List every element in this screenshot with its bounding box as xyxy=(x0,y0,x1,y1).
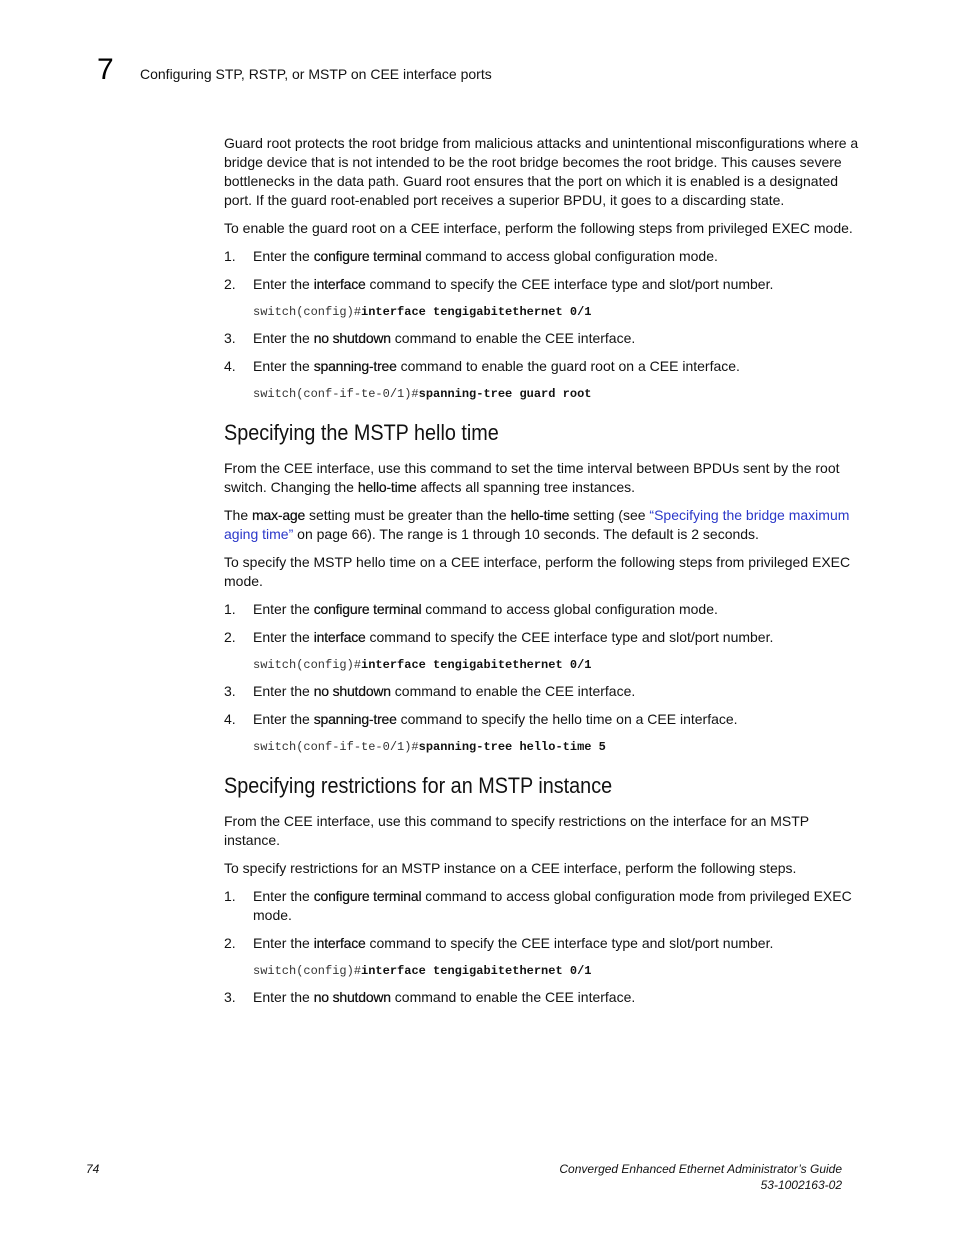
step-item xyxy=(224,357,868,376)
section-heading: Specifying the MSTP hello time xyxy=(224,420,499,445)
step-number: 3. xyxy=(224,989,236,1005)
code-example xyxy=(253,962,868,980)
paragraph: To specify the MSTP hello time on a CEE interface, perform the following steps from privileged EXEC mode. xyxy=(224,554,851,589)
step-item xyxy=(224,275,868,294)
command-name: hello-time xyxy=(357,479,417,495)
step-item xyxy=(224,988,868,1007)
step-item xyxy=(224,247,868,266)
step-number: 2. xyxy=(224,935,236,951)
step-text: Enter the xyxy=(253,683,314,699)
paragraph: From the CEE interface, use this command to set the time interval between BPDUs sent by the root switch. Changing the hello-time affects all spanning tree instances. xyxy=(224,460,840,495)
step-number: 1. xyxy=(224,601,236,617)
code-command: interface tengigabitethernet 0/1 xyxy=(361,658,592,672)
step-text: command to enable the CEE interface. xyxy=(390,989,636,1005)
paragraph: From the CEE interface, use this command to specify restrictions on the interface for an MSTP instance. xyxy=(224,813,809,848)
step-item xyxy=(224,600,868,619)
code-command: spanning-tree hello-time 5 xyxy=(418,740,606,754)
step-item xyxy=(224,329,868,348)
command-name: interface xyxy=(313,935,366,951)
page-body xyxy=(224,134,868,1016)
step-text: command to access global configuration mode from privileged EXEC mode. xyxy=(253,888,852,923)
chapter-number: 7 xyxy=(97,53,114,86)
command-name: max-age xyxy=(252,507,306,523)
step-text: command to access global configuration mode. xyxy=(421,601,718,617)
command-name: configure terminal xyxy=(313,888,422,904)
step-item xyxy=(224,934,868,953)
step-text: Enter the xyxy=(253,888,314,904)
step-text: command to specify the CEE interface type and slot/port number. xyxy=(365,276,774,292)
paragraph: To enable the guard root on a CEE interface, perform the following steps from privileged EXEC mode. xyxy=(224,220,853,236)
step-number: 4. xyxy=(224,711,236,727)
command-name: configure terminal xyxy=(313,248,422,264)
paragraph: The max-age setting must be greater than the hello-time setting (see “Specifying the bridge maximum aging time” on page 66). The range is 1 through 10 seconds. The default is 2 seconds. xyxy=(224,507,850,542)
step-number: 2. xyxy=(224,629,236,645)
guide-title: Converged Enhanced Ethernet Administrator’s Guide xyxy=(559,1162,842,1176)
step-text: command to enable the CEE interface. xyxy=(390,683,636,699)
code-prompt: switch(config)# xyxy=(253,658,362,672)
step-text: command to enable the guard root on a CEE interface. xyxy=(396,358,740,374)
code-command: spanning-tree guard root xyxy=(418,387,592,401)
code-prompt: switch(config)# xyxy=(253,305,362,319)
command-name: interface xyxy=(313,629,366,645)
step-text: Enter the xyxy=(253,330,314,346)
code-example xyxy=(253,385,868,403)
step-text: Enter the xyxy=(253,711,314,727)
step-text: command to enable the CEE interface. xyxy=(390,330,636,346)
step-item xyxy=(224,628,868,647)
command-name: spanning-tree xyxy=(313,711,397,727)
step-text: Enter the xyxy=(253,248,314,264)
step-text: command to specify the hello time on a CEE interface. xyxy=(396,711,738,727)
step-number: 1. xyxy=(224,248,236,264)
code-prompt: switch(conf-if-te-0/1)# xyxy=(253,740,419,754)
step-item xyxy=(224,710,868,729)
section-heading: Specifying restrictions for an MSTP instance xyxy=(224,773,613,798)
code-command: interface tengigabitethernet 0/1 xyxy=(361,964,592,978)
cross-reference-link[interactable]: “Specifying the bridge maximum aging time” xyxy=(224,507,850,542)
step-text: Enter the xyxy=(253,358,314,374)
step-text: Enter the xyxy=(253,935,314,951)
step-number: 4. xyxy=(224,358,236,374)
code-command: interface tengigabitethernet 0/1 xyxy=(361,305,592,319)
step-item xyxy=(224,682,868,701)
code-prompt: switch(config)# xyxy=(253,964,362,978)
paragraph: To specify restrictions for an MSTP instance on a CEE interface, perform the following steps. xyxy=(224,860,797,876)
paragraph: Guard root protects the root bridge from malicious attacks and unintentional misconfigurations where a bridge device that is not intended to be the root bridge becomes the root bridge. This causes severe bottlenecks in the data path. Guard root ensures that the port on which it is enabled is a designated port. If the guard root-enabled port receives a superior BPDU, it goes to a discarding state. xyxy=(224,135,859,208)
code-example xyxy=(253,303,868,321)
step-text: Enter the xyxy=(253,601,314,617)
document-number: 53-1002163-02 xyxy=(760,1178,842,1192)
step-item xyxy=(224,887,868,925)
step-number: 2. xyxy=(224,276,236,292)
command-name: spanning-tree xyxy=(313,358,397,374)
code-prompt: switch(conf-if-te-0/1)# xyxy=(253,387,419,401)
step-text: Enter the xyxy=(253,629,314,645)
code-example xyxy=(253,656,868,674)
step-number: 3. xyxy=(224,330,236,346)
step-text: Enter the xyxy=(253,276,314,292)
command-name: no shutdown xyxy=(313,330,391,346)
step-text: command to access global configuration mode. xyxy=(421,248,718,264)
command-name: no shutdown xyxy=(313,683,391,699)
command-name: interface xyxy=(313,276,366,292)
page-number: 74 xyxy=(86,1162,100,1176)
step-number: 1. xyxy=(224,888,236,904)
step-number: 3. xyxy=(224,683,236,699)
footer-doc-info xyxy=(559,1161,842,1193)
command-name: no shutdown xyxy=(313,989,391,1005)
chapter-title: Configuring STP, RSTP, or MSTP on CEE interface ports xyxy=(140,66,492,82)
command-name: hello-time xyxy=(510,507,570,523)
step-text: command to specify the CEE interface type and slot/port number. xyxy=(365,629,774,645)
step-text: Enter the xyxy=(253,989,314,1005)
command-name: configure terminal xyxy=(313,601,422,617)
step-text: command to specify the CEE interface type and slot/port number. xyxy=(365,935,774,951)
code-example xyxy=(253,738,868,756)
